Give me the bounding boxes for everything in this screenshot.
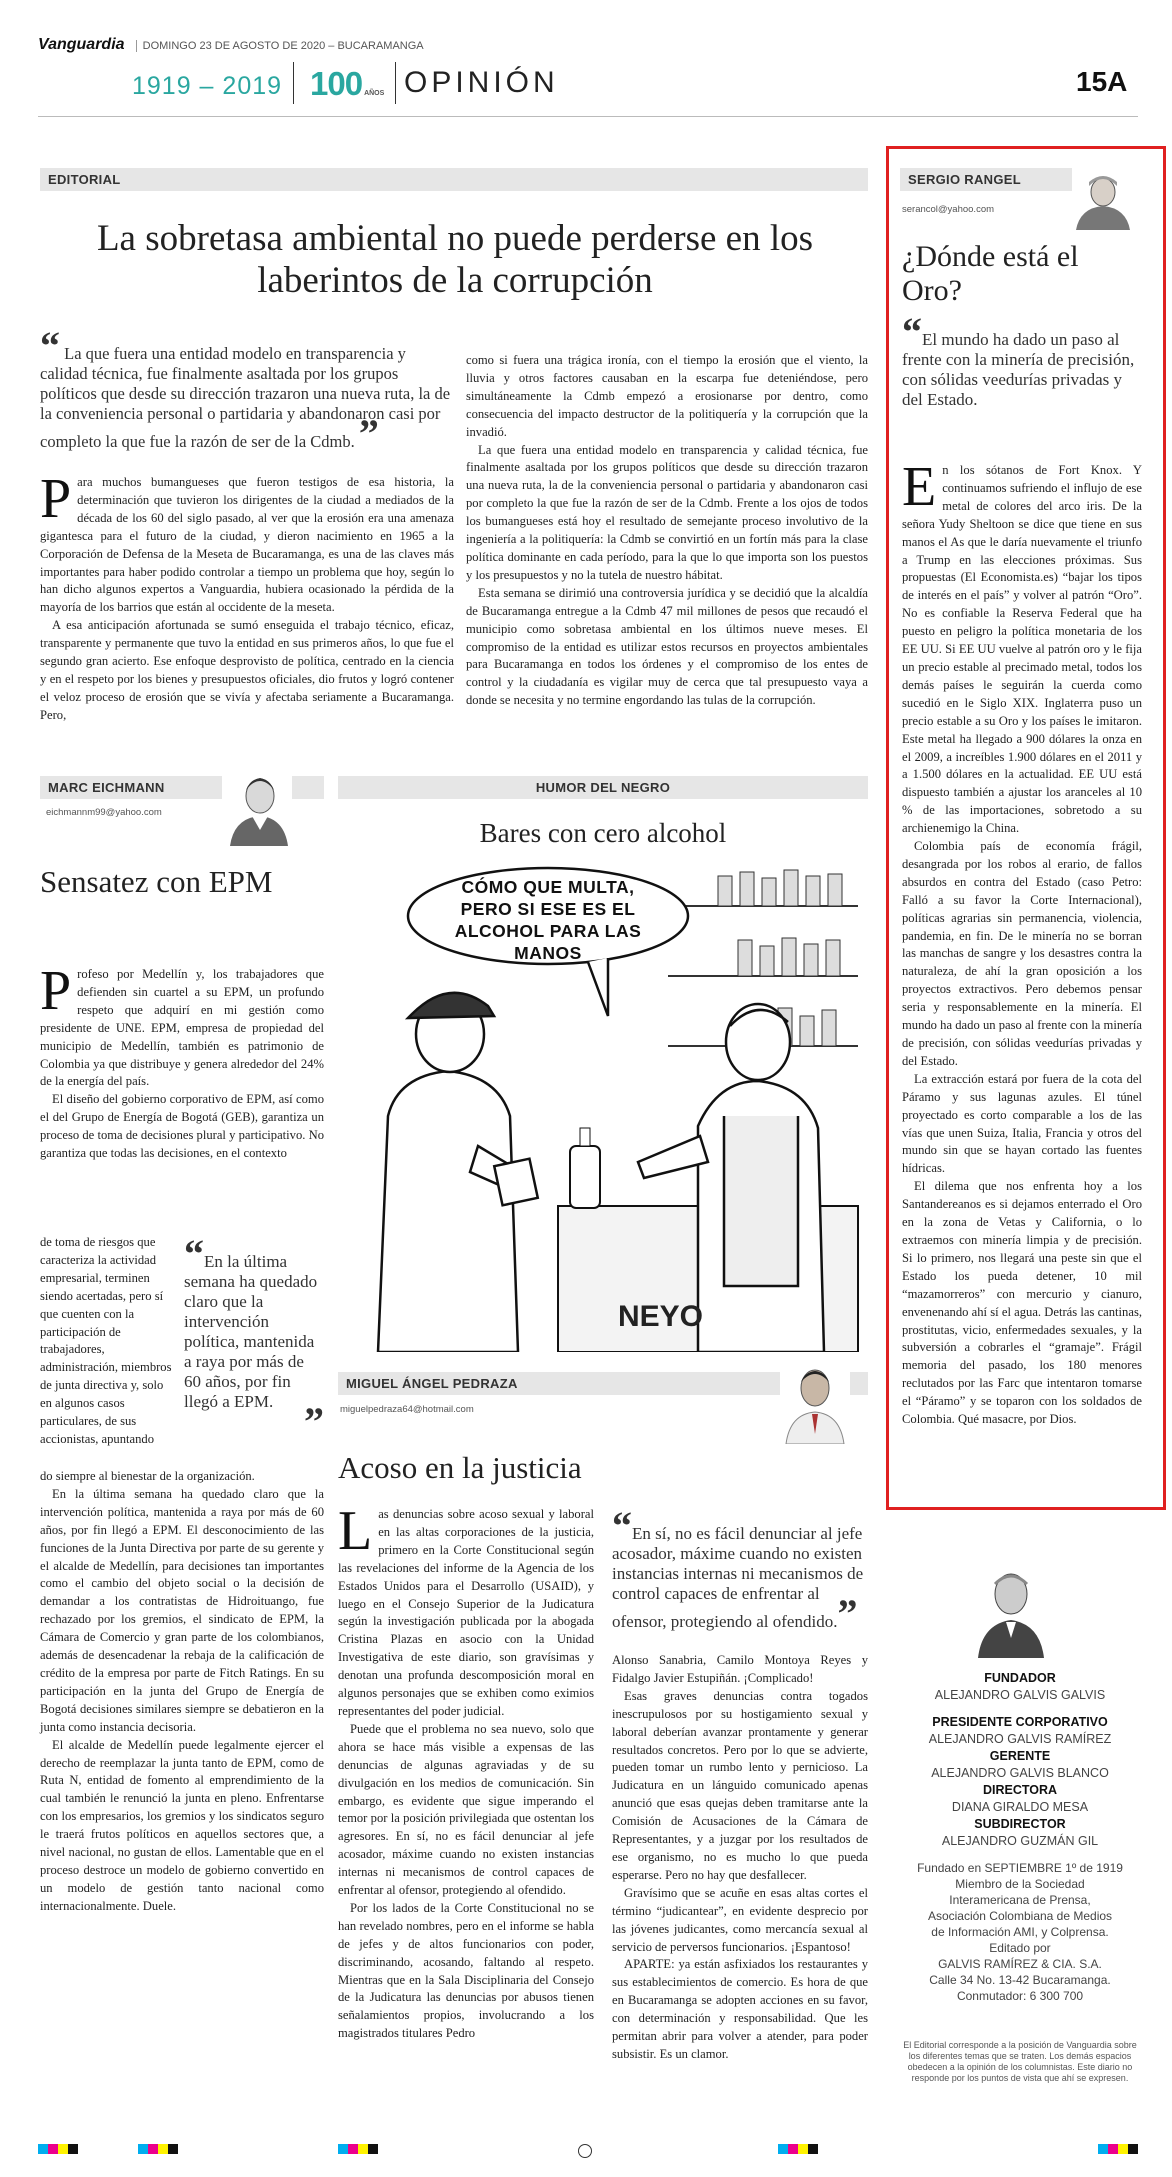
columnist-photo	[222, 768, 292, 846]
columnist-photo	[780, 1360, 850, 1444]
eichmann-body: Profeso por Medellín y, los trabajadores que defienden sin cuartel a su EPM, un profundo respeto que adquirí en mi gestión como presidente de UNE. EPM, empresa de propiedad del municipio de Medellín, también es patrimonio de Colombia ya que distribuye y genera alrededor del 24% de la energía del país. El diseño del gobierno corporativo de EPM, así como el del Grupo de Energía de Bogotá (GEB), garantiza un proceso de toma de decisiones plural y participativo. No garantiza que todas las decisiones, en el contexto	[40, 960, 324, 1161]
masthead-rule	[38, 116, 1138, 117]
close-quote-icon: ”	[304, 1399, 324, 1444]
page-number: 15A	[1076, 66, 1128, 97]
masthead-top	[38, 34, 1138, 54]
divider	[395, 62, 396, 104]
anniversary-logo: 100 AÑOS	[310, 65, 385, 102]
years-label: 1919 – 2019	[132, 72, 283, 100]
editorial-column-1: Para muchos bumangueses que fueron testigos de esa historia, la determinación que tuvieron los dirigentes de la ciudad a mediados de la década de los 60 del siglo pasado, al ver que la erosión era una amenaza gigantesca para el futuro de la ciudad, y dieron nacimiento en 1965 a la Corporación de Defensa de la Meseta de Bucaramanga, es una de las claves más importantes para haber podido controlar a tiempo un problema que hoy, según lo han dicho algunos expertos a Vanguardia, hubiera ocasionado la pérdida de la mayoría de los barrios que están al occidente de la meseta. A esa anticipación afortunada se sumó enseguida el trabajo técnico, eficaz, transparente y permanente que tuvo la entidad en sus primeros años, lo que fue el segundo gran acierto. Ese enfoque desprovisto de política, centrado en la ciencia y en el respeto por los bienes y presupuestos oficiales, dio frutos y logró contener el veloz proceso de erosión que se vivía y afectaba seriamente a Bucaramanga. Pero,	[40, 468, 454, 722]
founder-photo	[970, 1558, 1052, 1658]
columnist-email[interactable]: eichmannm99@yahoo.com	[46, 807, 162, 818]
open-quote-icon: “	[902, 309, 922, 354]
open-quote-icon: “	[612, 1503, 632, 1548]
cartoonist-signature: NEYO	[618, 1300, 704, 1333]
divider	[293, 62, 294, 104]
editorial-label: EDITORIAL	[40, 168, 868, 191]
rangel-pull-quote: “El mundo ha dado un paso al frente con la minería de precisión, con sólidas veedurías privadas y del Estado.	[902, 309, 1135, 409]
rangel-headline: ¿Dónde está el Oro?	[902, 240, 1079, 307]
columnist-label: MARC EICHMANN	[40, 776, 324, 799]
pedraza-pull-quote: “En sí, no es fácil denunciar al jefe acosador, máxime cuando no existen instancias internas ni mecanismos de control capaces de enfrentar al ofensor, protegiendo al ofendido.”	[612, 1503, 864, 1636]
pedraza-headline: Acoso en la justicia	[338, 1450, 582, 1485]
columnist-label: SERGIO RANGEL	[900, 168, 1130, 191]
pull-quote-text: La que fuera una entidad modelo en transparencia y calidad técnica, fue finalmente asaltada por los grupos políticos que desde su dirección trazaron una nueva ruta, la de la conveniencia personal o partidaria y abandonaron casi por completo la que fue la razón de ser de la Cdmb.	[40, 344, 451, 451]
print-color-bar	[38, 2144, 1138, 2158]
pedraza-column-2: Alonso Sanabria, Camilo Montoya Reyes y Fidalgo Javier Estupiñán. ¡Complicado! Esas graves denuncias contra togados inescrupulosos por su hostigamiento sexual y laboral deberían avanzar prontamente y generar resultados concretos. Pero por lo que se advierte, pueden tomar un rumbo lento y pernicioso. La Judicatura en un lánguido comunicado apenas anunció que esas quejas deben tramitarse ante la Comisión de Acusaciones de la Cámara de Representantes, y a juzgar por los resultados de ese organismo, no es mucho lo que pueda esperarse. Pero no hay que desfallecer. Gravísimo que se acuñe en esas altas cortes el término “judicantear”, en evidente desprecio por las jóvenes judicantes, como mercancía sexual al servicio de perversos funcionarios. ¡Espantoso! APARTE: ya están asfixiados los restaurantes y sus establecimientos de comercio. Es hora de que en Bucaramanga se adopten acciones en su favor, con determinación y responsabilidad. Que les permitan abrir para volver a atender, para poder subsistir. Es un clamor.	[612, 1653, 868, 2061]
staff-box: FUNDADOR ALEJANDRO GALVIS GALVIS PRESIDENTE CORPORATIVO ALEJANDRO GALVIS RAMÍREZ GERENTE ALEJANDRO GALVIS BLANCO DIRECTORA DIANA GIRALDO MESA SUBDIRECTOR ALEJANDRO GUZMÁN GIL Fundado en SEPTIEMBRE 1º de 1919 Miembro de la Sociedad Interamericana de Prensa, Asociación Colombiana de Medios de Información AMI, y Colprensa. Editado por GALVIS RAMÍREZ & CIA. S.A. Calle 34 No. 13-42 Bucaramanga. Conmutador: 6 300 700	[917, 1671, 1123, 2003]
pedraza-column-1: Las denuncias sobre acoso sexual y laboral en las altas corporaciones de la justicia, primero en la Corte Constitucional según las revelaciones del informe de la Agencia de los Estados Unidos para el Desarrollo (USAID), y luego en el Consejo Superior de la Judicatura según la investigación publicada por la abogada Cristina Plazas en asocio con la Unidad Investigativa de este diario, son gravísimas y denotan una profunda descomposición moral en algunos personajes que se exhiben como eximios representantes del poder judicial. Puede que el problema no sea nuevo, solo que ahora se hace más visible a expensas de las denuncias de algunas agraviadas y de su divulgación en los medios de comunicación. Sin embargo, es evidente que sigue imperando el temor por la posición privilegiada que ostentan los agresores. En sí, no es fácil denunciar al jefe acosador, máxime cuando no existen instancias internas ni mecanismos de control capaces de enfrentar al ofensor, protegiendo al ofendido. Por los lados de la Corte Constitucional no se han revelado nombres, pero en el informe se habla de jefes y de altos funcionarios con poder, discriminando, acosando, faltando al respeto. Mientras que en la Sala Disciplinaria del Consejo de la Judicatura las denuncias por abusos tienen señalamientos propios, involucrando a los magistrados titulares Pedro	[338, 1500, 594, 2041]
rangel-body: En los sótanos de Fort Knox. Y continuamos sufriendo el influjo de ese metal de colores del arco iris. De la señora Yudy Sheltoon se dice que tiene en sus manos el As que le daría nuevamente el triunfo a Trump en las elecciones próximas. Sus propuestas (El Economista.es) “bajar los tipos de interés en el país” y volver al patrón “Oro”. No es confiable la Reserva Federal que ha puesto en peligro la política monetaria de los EE UU. Si EE UU vuelve al patrón oro y le fija un precio estable al precimado metal, todos los demás países le seguirán la cuerda como sucedió en le Siglo XIX. Inglaterra puso un precio estable a su Oro y los países le imitaron. Este metal ha llegado a 900 dólares la onza en el 2009, a increíbles 1.900 dólares en el 2011 y a 1.500 dólares en la actualidad. EE UU está dispuesto también a ajustar los aranceles al 10 % de las importaciones, sobretodo a su archienemigo la China. Colombia país de economía frágil, desangrada por los robos al erario, de fallos absurdos en contra del Estado (caso Petro: Falló a su favor la Corte Internacional), políticas agrarias sin permanencia, violencia, pandemia, en fin. De le minería no se borran las manchas de sangre y los desastres contra la naturaleza, de ahí la gran oposición a los proyectos extractivos. Pero debemos pensar seria y responsablemente en la minería. El mundo ha dado un paso al frente con la minería de precisión, con sólidas veedurías privadas y del Estado. La extracción estará por fuera de la cota del Páramo y sus lagunas azules. El túnel proyectado es corto comparable a los de las vías que unen Suiza, Italia, Francia y otros del mundo sin que se hayan cortado las fuentes hídricas. El dilema que nos enfrenta hoy a los Santandereanos es si dejamos enterrado el Oro en la zona de Vetas y California, o lo extraemos con minería limpia y de precisión. Si lo primero, nos llegará una peste sin que el Estado los pueda detener, 10 mil “mazamorreros” con mercurio y cianuro, envenenando ahí sí el agua. Detrás las cantinas, prostitutas, vicio, enfermedades sexuales, y la subversión a cobrarles el “gramaje”. Frágil memoria del pasado, los 180 menores reclutados por las Farc que intentaron tomarse el “Páramo” y se toparon con los soldados de Colombia. Qué masacre, por Dios.	[902, 456, 1142, 1427]
newspaper-logo: Vanguardia	[38, 36, 125, 53]
section-title: OPINIÓN	[404, 66, 559, 99]
disclaimer: El Editorial corresponde a la posición de Vanguardia sobre los diferentes temas que se traten. Los demás espacios obedecen a la opinión de los columnistas. Este diario no responde por los puntos de vista que ahí se expresen.	[903, 2040, 1137, 2083]
editorial-headline: La sobretasa ambiental no puede perderse en los laberintos de la corrupción	[96, 218, 814, 301]
humor-label: HUMOR DEL NEGRO	[338, 776, 868, 799]
drop-cap: P	[40, 468, 72, 530]
close-quote-icon: ”	[358, 411, 379, 456]
dateline: DOMINGO 23 DE AGOSTO DE 2020 – BUCARAMANGA	[136, 40, 424, 52]
close-quote-icon: ”	[837, 1591, 858, 1636]
cartoon-title: Bares con cero alcohol	[479, 818, 727, 848]
open-quote-icon: “	[184, 1231, 204, 1276]
eichmann-pull-quote: “En la última semana ha quedado claro que la intervención política, mantenida a raya por más de 60 años, por fin llegó a EPM. ”	[184, 1231, 324, 1444]
cartoon	[338, 866, 868, 1352]
editorial-column-2: como si fuera una trágica ironía, con el tiempo la erosión que el viento, la lluvia y otros factores causaban en la escarpa fue deteniéndose, pero simultáneamente la Cdmb empezó a erosionarse por dentro, como consecuencia del impacto destructor de la politiquería y la corrupción que la invadió. La que fuera una entidad modelo en transparencia y calidad técnica, fue finalmente asaltada por los grupos políticos que desde su dirección trazaron una nueva ruta, la de la conveniencia personal o partidaria y abandonaron casi por completo la que fue la razón de ser de la Cdmb. Frente a los ojos de todos los bumangueses está hoy el resultado de semejante proceso involutivo de la ingeniería a la politiquería: la Cdmb se convirtió en un fortín más para la clase política dominante en cada período, para la que lo que importa son los puestos y los presupuestos y no la tutela de nuestro hábitat. Esta semana se dirimió una controversia jurídica y se decidió que la alcaldía de Bucaramanga entregue a la Cdmb 47 mil millones de pesos que recaudó el municipio como sobretasa ambiental en los últimos nueve meses. El compromiso de la entidad es utilizar estos recursos en proyectos ambientales para Bucaramanga en todos los órdenes y el compromiso de los entes de control y la ciudadanía es vigilar muy de cerca que tal presupuesto vaya a donde se necesita y no termine engordando las tulas de la corrupción.	[466, 353, 868, 708]
columnist-label: MIGUEL ÁNGEL PEDRAZA	[338, 1372, 868, 1395]
columnist-email[interactable]: serancol@yahoo.com	[902, 204, 995, 215]
columnist-email[interactable]: miguelpedraza64@hotmail.com	[340, 1404, 474, 1415]
editorial-pull-quote	[40, 323, 454, 456]
eichmann-body-continued: do siempre al bienestar de la organización. En la última semana ha quedado claro que la intervención política, mantenida a raya por más de 60 años, por fin llegó a EPM. El desconocimiento de las funciones de la Junta Directiva por parte de su gerente y el alcalde de Medellín, para decisiones tan importantes como el cambio del objeto social o la decisión de demandar a los contratistas de Hidroituango, fue rechazado por los gremios, el sindicato de EPM, la Cámara de Comercio y gran parte de los colombianos, además de desencadenar la rebaja de la calificación de crédito de la empresa por parte de Fitch Ratings. En su participación en la junta del Grupo de Energía de Bogotá decisiones similares siempre se debatieron en la junta como instancia decisoria. El alcalde de Medellín puede legalmente ejercer el derecho de reemplazar la junta tanto de EPM, como de Ruta N, entidad de fomento al emprendimiento de la cual también le renunció la junta en pleno. Enfrentarse con los empresarios, los gremios y los sindicatos seguro le traerá frutos políticos en aquellos sectores que, a nivel nacional, no gustan de ellos. Lamentable que en el proceso destroce un modelo de gobierno convertido en un modelo de gestión tanto nacional como internacionalmente. Duele.	[40, 1469, 324, 1913]
columnist-photo	[1072, 168, 1134, 230]
open-quote-icon: “	[40, 323, 60, 368]
eichmann-headline: Sensatez con EPM	[40, 864, 273, 899]
speech-bubble-text: CÓMO QUE MULTA, PERO SI ESE ES EL ALCOHOL PARA LAS MANOS	[454, 877, 642, 963]
eichmann-narrow-column: de toma de riesgos que caracteriza la actividad empresarial, terminen siendo acertadas, pero sí que cuenten con la participación de trabajadores, administración, miembros de junta directiva y, solo en algunos casos particulares, de sus accionistas, apuntando	[40, 1235, 172, 1446]
